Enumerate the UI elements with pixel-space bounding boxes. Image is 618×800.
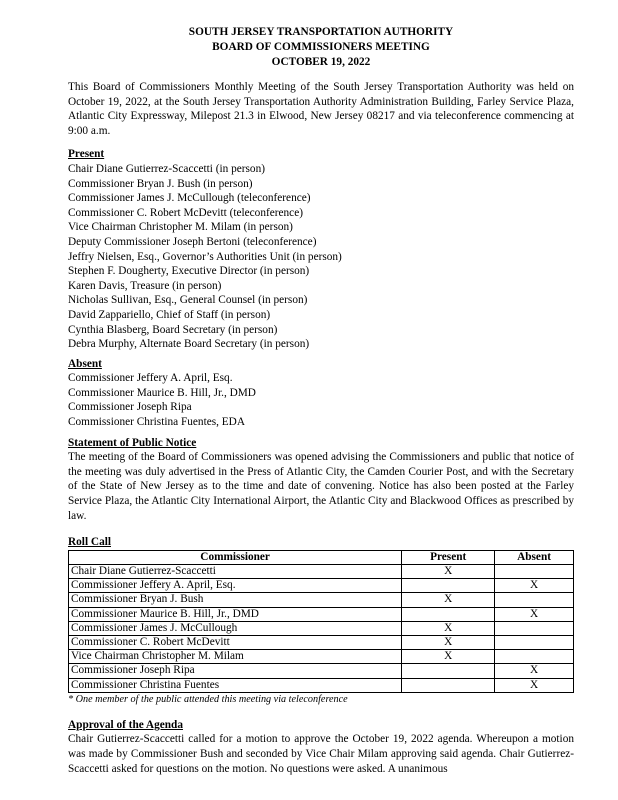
present-attendee: Commissioner Bryan J. Bush (in person) (68, 177, 253, 190)
rollcall-title: Roll Call (68, 536, 111, 549)
commissioner-name: Commissioner Bryan J. Bush (69, 593, 402, 607)
commissioner-name: Vice Chairman Christopher M. Milam (69, 650, 402, 664)
absent-attendee: Commissioner Joseph Ripa (68, 401, 192, 414)
table-row (69, 650, 574, 664)
agenda-title: Approval of the Agenda (68, 718, 183, 731)
rollcall-table (68, 550, 574, 693)
present-attendee: Stephen F. Dougherty, Executive Director (in person) (68, 265, 310, 278)
present-mark: X (402, 565, 495, 579)
absent-attendee: Commissioner Maurice B. Hill, Jr., DMD (68, 386, 256, 399)
absent-mark (495, 593, 574, 607)
table-row (69, 636, 574, 650)
absent-mark: X (495, 678, 574, 692)
commissioner-name: Commissioner Jeffery A. April, Esq. (69, 579, 402, 593)
present-attendee: Commissioner James J. McCullough (teleconference) (68, 192, 311, 205)
absent-mark (495, 565, 574, 579)
intro-paragraph: This Board of Commissioners Monthly Meeting of the South Jersey Transportation Authority was held on October 19, 2022, at the South Jersey Transportation Authority Administration Building, Farley Service Plaza, Atlantic City Expressway, Milepost 21.3 in Elwood, New Jersey 08217 and via teleconference commencing at 9:00 a.m. (68, 81, 574, 137)
present-mark (402, 607, 495, 621)
absent-mark: X (495, 579, 574, 593)
notice-title: Statement of Public Notice (68, 436, 197, 449)
present-mark: X (402, 593, 495, 607)
header-meeting: BOARD OF COMMISSIONERS MEETING (212, 41, 430, 53)
absent-mark (495, 636, 574, 650)
present-attendee: Vice Chairman Christopher M. Milam (in person) (68, 221, 293, 234)
table-row (69, 664, 574, 678)
present-mark: X (402, 650, 495, 664)
agenda-paragraph: Chair Gutierrez-Scaccetti called for a motion to approve the October 19, 2022 agenda. Whereupon a motion was made by Commissioner Bush and seconded by Vice Chair Milam approving said agenda. Chair Gutierrez-Scaccetti asked for questions on the motion. No questions were asked. A unanimous (68, 733, 574, 775)
present-title: Present (68, 148, 105, 161)
present-attendee: Karen Davis, Treasure (in person) (68, 279, 222, 292)
present-attendee: Jeffry Nielsen, Esq., Governor’s Authorities Unit (in person) (68, 250, 342, 263)
notice-paragraph: The meeting of the Board of Commissioners was opened advising the Commissioners and public that notice of the meeting was duly advertised in the Press of Atlantic City, the Camden Courier Post, and with the Secretary of the State of New Jersey as to the time and date of convening. Notice has also been posted at the Farley Service Plaza, the Atlantic City International Airport, the Atlantic City and Blackwood Offices as prescribed by law. (68, 451, 574, 522)
present-attendee: Chair Diane Gutierrez-Scaccetti (in person) (68, 162, 265, 175)
header-authority: SOUTH JERSEY TRANSPORTATION AUTHORITY (188, 26, 454, 38)
commissioner-name: Commissioner James J. McCullough (69, 621, 402, 635)
present-attendee: Commissioner C. Robert McDevitt (teleconference) (68, 206, 303, 219)
present-attendee: Nicholas Sullivan, Esq., General Counsel (in person) (68, 294, 308, 307)
present-list (68, 162, 574, 352)
col-absent: Absent (495, 550, 574, 564)
absent-list (68, 371, 574, 429)
absent-mark: X (495, 607, 574, 621)
present-mark: X (402, 636, 495, 650)
absent-mark: X (495, 664, 574, 678)
present-attendee: David Zappariello, Chief of Staff (in person) (68, 308, 271, 321)
commissioner-name: Commissioner C. Robert McDevitt (69, 636, 402, 650)
absent-title: Absent (68, 357, 102, 370)
header-date: OCTOBER 19, 2022 (271, 56, 371, 68)
rollcall-note: * One member of the public attended this meeting via teleconference (68, 693, 348, 705)
present-mark: X (402, 621, 495, 635)
commissioner-name: Commissioner Christina Fuentes (69, 678, 402, 692)
table-row (69, 607, 574, 621)
absent-attendee: Commissioner Jeffery A. April, Esq. (68, 372, 233, 385)
absent-mark (495, 650, 574, 664)
commissioner-name: Chair Diane Gutierrez-Scaccetti (69, 565, 402, 579)
col-commissioner: Commissioner (69, 550, 402, 564)
absent-attendee: Commissioner Christina Fuentes, EDA (68, 416, 245, 429)
col-present: Present (402, 550, 495, 564)
present-attendee: Debra Murphy, Alternate Board Secretary (in person) (68, 338, 310, 351)
commissioner-name: Commissioner Maurice B. Hill, Jr., DMD (69, 607, 402, 621)
present-mark (402, 579, 495, 593)
document-page (68, 25, 574, 776)
table-row (69, 565, 574, 579)
present-mark (402, 664, 495, 678)
table-row (69, 678, 574, 692)
absent-mark (495, 621, 574, 635)
commissioner-name: Commissioner Joseph Ripa (69, 664, 402, 678)
present-attendee: Deputy Commissioner Joseph Bertoni (teleconference) (68, 235, 317, 248)
present-mark (402, 678, 495, 692)
present-attendee: Cynthia Blasberg, Board Secretary (in person) (68, 323, 278, 336)
rollcall-header-row (69, 550, 574, 564)
table-row (69, 621, 574, 635)
document-header (68, 25, 574, 70)
table-row (69, 593, 574, 607)
table-row (69, 579, 574, 593)
